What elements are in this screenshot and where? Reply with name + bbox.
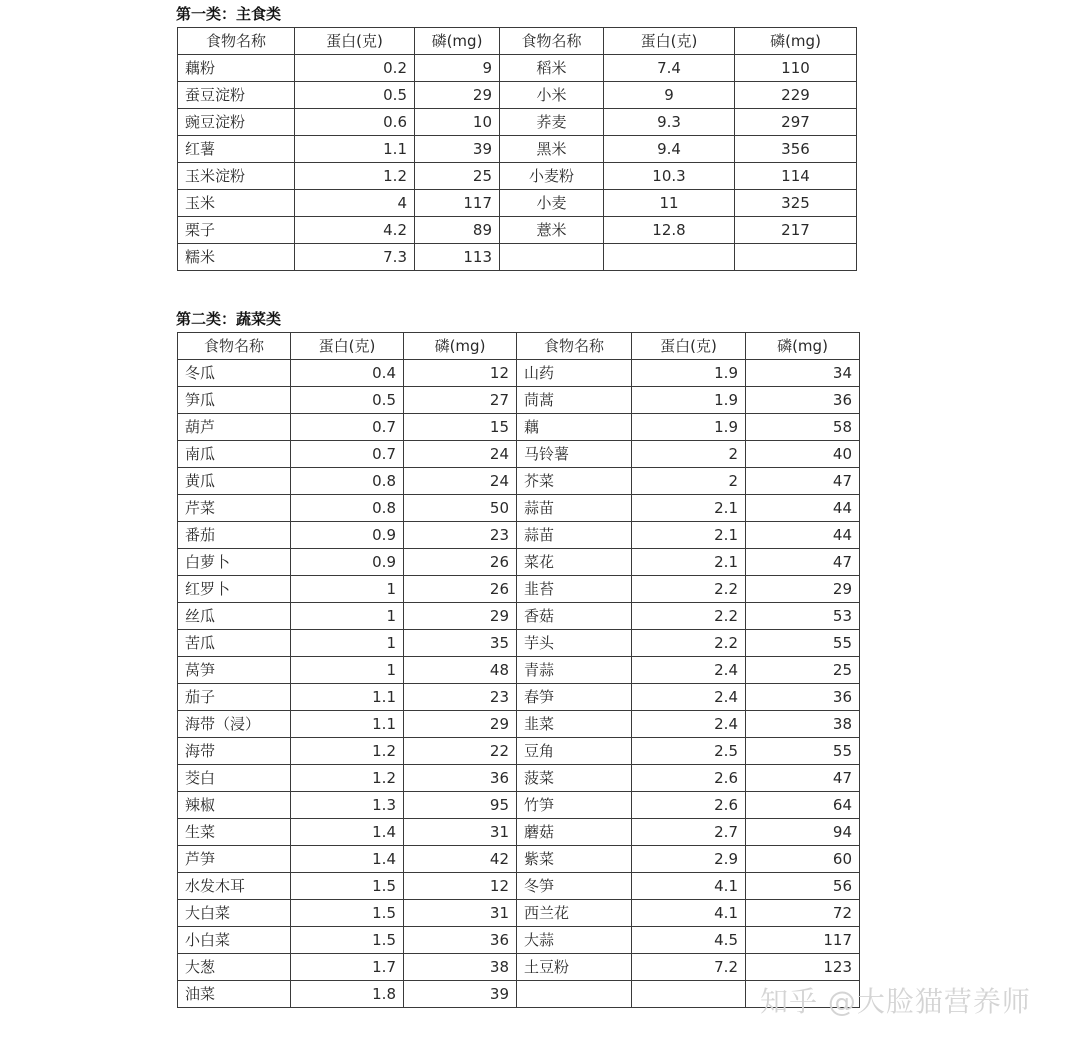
table-cell: 297 (735, 109, 857, 136)
table-cell: 糯米 (178, 244, 295, 271)
section-title-vegetable: 第二类：蔬菜类 (176, 310, 282, 328)
table-cell: 0.2 (295, 55, 415, 82)
table-cell: 0.9 (291, 549, 404, 576)
table-cell: 31 (404, 900, 517, 927)
table-cell: 油菜 (178, 981, 291, 1008)
table-cell: 47 (746, 468, 860, 495)
table-cell: 1 (291, 657, 404, 684)
table-cell: 西兰花 (517, 900, 632, 927)
table-cell: 1.4 (291, 846, 404, 873)
table-cell: 小米 (500, 82, 604, 109)
table-cell: 蚕豆淀粉 (178, 82, 295, 109)
table-cell: 笋瓜 (178, 387, 291, 414)
table-cell: 0.7 (291, 441, 404, 468)
table-cell: 44 (746, 495, 860, 522)
table-cell: 2.6 (632, 792, 746, 819)
table-cell: 1.9 (632, 414, 746, 441)
column-header: 蛋白(克) (291, 333, 404, 360)
table-cell: 豌豆淀粉 (178, 109, 295, 136)
table-cell: 1.2 (295, 163, 415, 190)
table-cell: 大白菜 (178, 900, 291, 927)
table-row (178, 217, 857, 244)
table-cell: 25 (415, 163, 500, 190)
table-cell: 113 (415, 244, 500, 271)
table-cell: 马铃薯 (517, 441, 632, 468)
table-cell: 35 (404, 630, 517, 657)
table-cell: 4.2 (295, 217, 415, 244)
table-cell: 小麦 (500, 190, 604, 217)
table-cell: 苦瓜 (178, 630, 291, 657)
table-cell: 55 (746, 630, 860, 657)
table-cell: 菜花 (517, 549, 632, 576)
table-cell: 黄瓜 (178, 468, 291, 495)
table-cell: 24 (404, 441, 517, 468)
table-cell: 薏米 (500, 217, 604, 244)
table-cell: 50 (404, 495, 517, 522)
table-cell: 47 (746, 765, 860, 792)
table-cell: 36 (404, 765, 517, 792)
table-cell: 小麦粉 (500, 163, 604, 190)
table-row (178, 711, 860, 738)
table-cell: 藕 (517, 414, 632, 441)
table-cell: 217 (735, 217, 857, 244)
table-cell: 黑米 (500, 136, 604, 163)
table-cell: 26 (404, 549, 517, 576)
table-cell: 2.2 (632, 603, 746, 630)
table-cell: 40 (746, 441, 860, 468)
table-cell: 26 (404, 576, 517, 603)
table-cell: 芹菜 (178, 495, 291, 522)
table-cell: 2 (632, 441, 746, 468)
table-cell: 1.8 (291, 981, 404, 1008)
table-row (178, 792, 860, 819)
table-cell: 2.1 (632, 549, 746, 576)
table-cell: 1 (291, 630, 404, 657)
column-header: 磷(mg) (415, 28, 500, 55)
table-cell: 38 (404, 954, 517, 981)
table-cell: 7.2 (632, 954, 746, 981)
table-cell: 117 (415, 190, 500, 217)
table-cell: 25 (746, 657, 860, 684)
table-cell: 60 (746, 846, 860, 873)
table-cell: 青蒜 (517, 657, 632, 684)
table-cell: 9.3 (604, 109, 735, 136)
table-cell (735, 244, 857, 271)
table-cell: 53 (746, 603, 860, 630)
table-cell: 蒜苗 (517, 522, 632, 549)
table-cell: 1.9 (632, 387, 746, 414)
table-cell: 117 (746, 927, 860, 954)
table-cell: 蒜苗 (517, 495, 632, 522)
table-cell: 229 (735, 82, 857, 109)
table-cell: 7.3 (295, 244, 415, 271)
table-cell: 土豆粉 (517, 954, 632, 981)
column-header: 蛋白(克) (604, 28, 735, 55)
table-cell: 海带 (178, 738, 291, 765)
table-cell: 9 (415, 55, 500, 82)
table-cell: 茄子 (178, 684, 291, 711)
table-cell: 4.1 (632, 900, 746, 927)
table-cell: 29 (404, 603, 517, 630)
table-cell: 72 (746, 900, 860, 927)
table-cell: 36 (404, 927, 517, 954)
table-cell: 韭菜 (517, 711, 632, 738)
table-cell: 47 (746, 549, 860, 576)
table-cell: 7.4 (604, 55, 735, 82)
table-cell: 356 (735, 136, 857, 163)
table-cell: 94 (746, 819, 860, 846)
table-cell: 48 (404, 657, 517, 684)
table-cell: 1.5 (291, 927, 404, 954)
table-row (178, 414, 860, 441)
table-cell: 58 (746, 414, 860, 441)
table-row (178, 495, 860, 522)
table-row (178, 522, 860, 549)
table-cell: 1.4 (291, 819, 404, 846)
table-row (178, 630, 860, 657)
column-header: 磷(mg) (735, 28, 857, 55)
table-cell: 42 (404, 846, 517, 873)
table-cell: 辣椒 (178, 792, 291, 819)
table-cell: 23 (404, 522, 517, 549)
column-header: 食物名称 (500, 28, 604, 55)
vegetable-table (177, 332, 860, 1008)
table-cell: 4.5 (632, 927, 746, 954)
table-row (178, 82, 857, 109)
table-cell: 豆角 (517, 738, 632, 765)
table-cell: 23 (404, 684, 517, 711)
table-cell (517, 981, 632, 1008)
table-cell: 89 (415, 217, 500, 244)
table-cell: 莴笋 (178, 657, 291, 684)
table-cell: 1.5 (291, 900, 404, 927)
column-header: 食物名称 (178, 333, 291, 360)
table-cell: 2.1 (632, 495, 746, 522)
table-cell: 4.1 (632, 873, 746, 900)
table-cell: 2 (632, 468, 746, 495)
table-cell: 1.2 (291, 765, 404, 792)
table-cell (500, 244, 604, 271)
table-cell: 冬瓜 (178, 360, 291, 387)
table-row (178, 603, 860, 630)
table-row (178, 657, 860, 684)
table-cell: 红薯 (178, 136, 295, 163)
table-row (178, 900, 860, 927)
table-cell: 葫芦 (178, 414, 291, 441)
table-cell: 1.3 (291, 792, 404, 819)
table-cell: 2.5 (632, 738, 746, 765)
table-row (178, 55, 857, 82)
table-cell: 红罗卜 (178, 576, 291, 603)
table-cell: 10.3 (604, 163, 735, 190)
column-header: 食物名称 (517, 333, 632, 360)
section-title-staple: 第一类：主食类 (176, 5, 282, 23)
table-cell: 大蒜 (517, 927, 632, 954)
table-header-row (178, 333, 860, 360)
table-row (178, 873, 860, 900)
column-header: 蛋白(克) (632, 333, 746, 360)
table-cell: 24 (404, 468, 517, 495)
table-cell: 2.2 (632, 630, 746, 657)
table-cell: 114 (735, 163, 857, 190)
table-row (178, 109, 857, 136)
table-cell: 29 (746, 576, 860, 603)
table-cell: 海带（浸） (178, 711, 291, 738)
table-cell: 325 (735, 190, 857, 217)
table-cell: 55 (746, 738, 860, 765)
column-header: 磷(mg) (404, 333, 517, 360)
table-cell: 29 (415, 82, 500, 109)
table-cell: 香菇 (517, 603, 632, 630)
table-cell: 2.6 (632, 765, 746, 792)
table-cell: 1 (291, 603, 404, 630)
table-cell: 1.2 (291, 738, 404, 765)
table-cell: 韭苔 (517, 576, 632, 603)
table-row (178, 981, 860, 1008)
table-cell (632, 981, 746, 1008)
table-cell: 11 (604, 190, 735, 217)
table-cell: 1.7 (291, 954, 404, 981)
table-cell: 1.5 (291, 873, 404, 900)
table-cell: 藕粉 (178, 55, 295, 82)
table-row (178, 441, 860, 468)
table-cell: 2.4 (632, 657, 746, 684)
table-cell: 27 (404, 387, 517, 414)
table-cell: 2.9 (632, 846, 746, 873)
table-cell: 0.4 (291, 360, 404, 387)
table-cell: 10 (415, 109, 500, 136)
table-row (178, 819, 860, 846)
table-cell: 玉米淀粉 (178, 163, 295, 190)
table-cell: 茭白 (178, 765, 291, 792)
table-cell: 4 (295, 190, 415, 217)
table-row (178, 684, 860, 711)
table-cell: 39 (415, 136, 500, 163)
table-row (178, 765, 860, 792)
table-row (178, 387, 860, 414)
table-cell: 12 (404, 873, 517, 900)
table-cell: 菠菜 (517, 765, 632, 792)
table-cell: 2.7 (632, 819, 746, 846)
table-cell: 1.1 (291, 711, 404, 738)
table-cell: 29 (404, 711, 517, 738)
table-row (178, 927, 860, 954)
table-cell: 番茄 (178, 522, 291, 549)
table-row (178, 163, 857, 190)
table-cell: 丝瓜 (178, 603, 291, 630)
zhihu-watermark: 知乎 @大脸猫营养师 (760, 985, 1031, 1018)
table-cell: 64 (746, 792, 860, 819)
table-cell: 小白菜 (178, 927, 291, 954)
table-header-row (178, 28, 857, 55)
table-cell: 2.4 (632, 711, 746, 738)
table-row (178, 468, 860, 495)
table-cell: 12 (404, 360, 517, 387)
table-cell: 39 (404, 981, 517, 1008)
table-cell: 南瓜 (178, 441, 291, 468)
table-cell: 36 (746, 684, 860, 711)
table-cell: 9 (604, 82, 735, 109)
table-row (178, 549, 860, 576)
table-cell: 0.5 (291, 387, 404, 414)
table-cell: 34 (746, 360, 860, 387)
column-header: 蛋白(克) (295, 28, 415, 55)
table-cell: 冬笋 (517, 873, 632, 900)
table-cell: 0.5 (295, 82, 415, 109)
table-cell: 0.6 (295, 109, 415, 136)
table-cell: 芦笋 (178, 846, 291, 873)
table-cell: 0.8 (291, 468, 404, 495)
table-cell: 竹笋 (517, 792, 632, 819)
table-cell: 31 (404, 819, 517, 846)
table-cell: 2.4 (632, 684, 746, 711)
table-cell: 2.1 (632, 522, 746, 549)
table-cell: 春笋 (517, 684, 632, 711)
table-cell: 白萝卜 (178, 549, 291, 576)
table-cell: 0.8 (291, 495, 404, 522)
table-cell: 芋头 (517, 630, 632, 657)
table-cell: 紫菜 (517, 846, 632, 873)
table-cell: 0.7 (291, 414, 404, 441)
table-cell: 15 (404, 414, 517, 441)
table-row (178, 136, 857, 163)
table-cell: 荞麦 (500, 109, 604, 136)
table-cell: 山药 (517, 360, 632, 387)
table-row (178, 576, 860, 603)
column-header: 磷(mg) (746, 333, 860, 360)
table-cell: 1.1 (291, 684, 404, 711)
column-header: 食物名称 (178, 28, 295, 55)
table-cell: 1.1 (295, 136, 415, 163)
table-cell: 栗子 (178, 217, 295, 244)
table-cell: 44 (746, 522, 860, 549)
table-cell: 芥菜 (517, 468, 632, 495)
table-cell: 生菜 (178, 819, 291, 846)
table-cell: 95 (404, 792, 517, 819)
table-cell: 12.8 (604, 217, 735, 244)
table-cell: 36 (746, 387, 860, 414)
table-cell: 1.9 (632, 360, 746, 387)
table-cell: 38 (746, 711, 860, 738)
table-row (178, 954, 860, 981)
table-row (178, 190, 857, 217)
table-cell: 稻米 (500, 55, 604, 82)
table-row (178, 738, 860, 765)
table-row (178, 846, 860, 873)
table-row (178, 360, 860, 387)
table-cell: 9.4 (604, 136, 735, 163)
table-cell: 22 (404, 738, 517, 765)
table-cell: 水发木耳 (178, 873, 291, 900)
table-cell: 玉米 (178, 190, 295, 217)
table-cell: 蘑菇 (517, 819, 632, 846)
table-cell: 110 (735, 55, 857, 82)
table-cell: 56 (746, 873, 860, 900)
staple-food-table (177, 27, 857, 271)
table-cell: 0.9 (291, 522, 404, 549)
table-cell: 1 (291, 576, 404, 603)
table-cell: 茼蒿 (517, 387, 632, 414)
table-cell: 大葱 (178, 954, 291, 981)
table-row (178, 244, 857, 271)
table-cell (604, 244, 735, 271)
table-cell: 2.2 (632, 576, 746, 603)
table-cell: 123 (746, 954, 860, 981)
